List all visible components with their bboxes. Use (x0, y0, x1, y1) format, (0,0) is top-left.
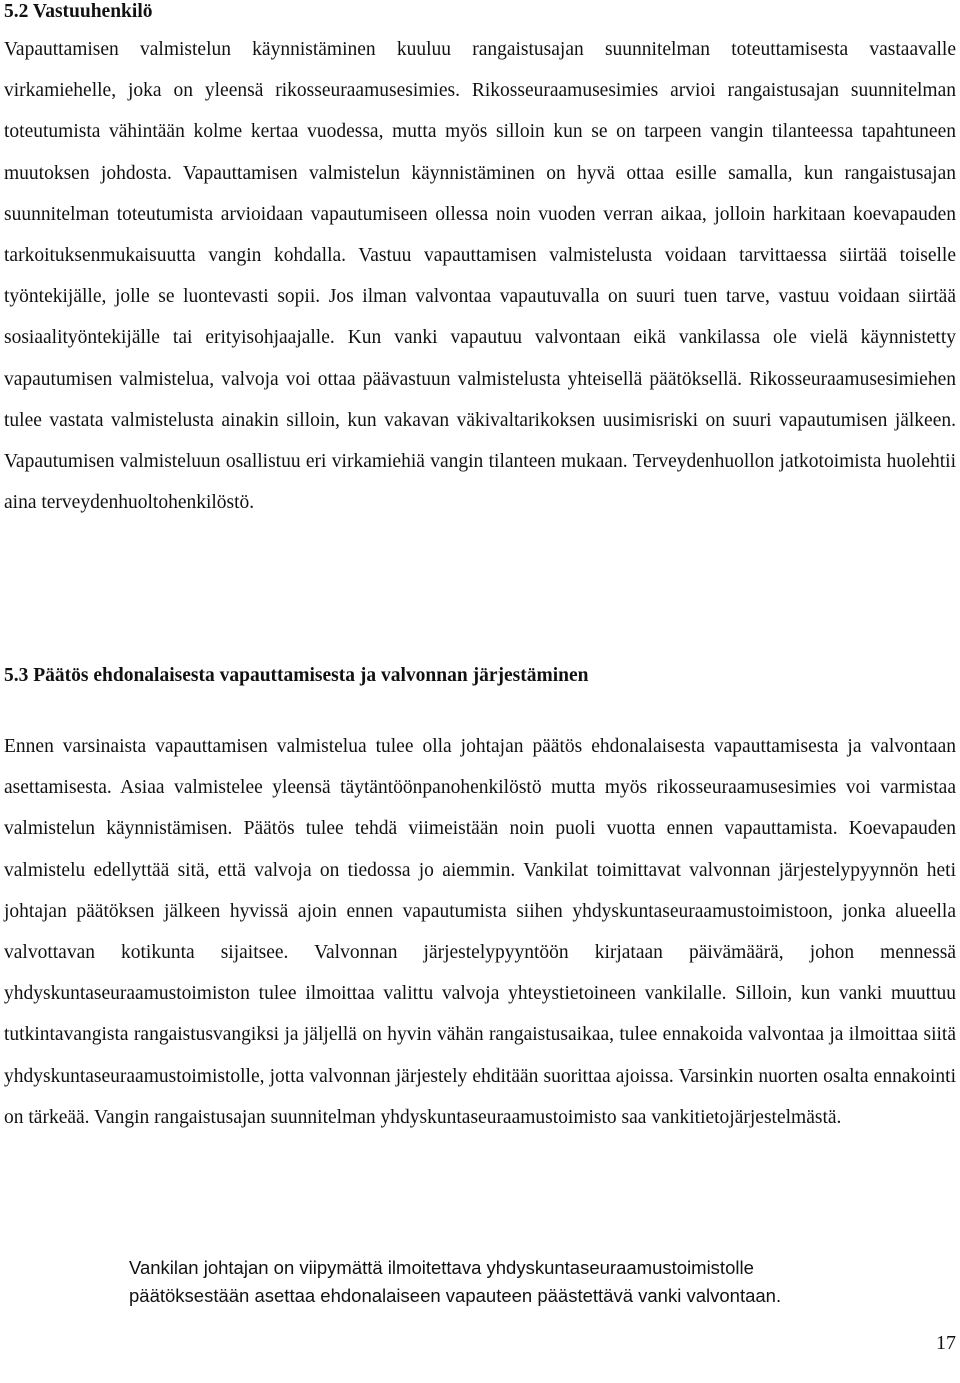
section-paragraph-5-3: Ennen varsinaista vapauttamisen valmistelua tulee olla johtajan päätös ehdonalaisesta vapauttamisesta ja valvontaan asettamisesta. Asiaa valmistelee yleensä täytäntöönpanohenkilöstö mutta myös rikosseuraamusesimies voi varmistaa valmistelun käynnistämisen. Päätös tulee tehdä viimeistään noin puoli vuotta ennen vapauttamista. Koevapauden valmistelu edellyttää sitä, että valvoja on tiedossa jo aiemmin. Vankilat toimittavat valvonnan järjestelypyynnön heti johtajan päätöksen jälkeen hyvissä ajoin ennen vapautumista siihen yhdyskuntaseuraamustoimistoon, jonka alueella valvottavan kotikunta sijaitsee. Valvonnan järjestelypyyntöön kirjataan päivämäärä, johon mennessä yhdyskuntaseuraamustoimiston tulee ilmoittaa valittu valvoja yhteystietoineen vankilalle. Silloin, kun vanki muuttuu tutkintavangista rangaistusvangiksi ja jäljellä on hyvin vähän rangaistusaikaa, tulee ennakoida valvontaa ja ilmoittaa siitä yhdyskuntaseuraamustoimistolle, jotta valvonnan järjestely ehditään suorittaa ajoissa. Varsinkin nuorten osalta ennakointi on tärkeää. Vangin rangaistusajan suunnitelman yhdyskuntaseuraamustoimisto saa vankitietojärjestelmästä. (4, 736, 956, 1128)
legal-note (129, 1254, 909, 1310)
page-number: 17 (936, 1332, 956, 1354)
legal-note-line-2: päätöksestään asettaa ehdonalaiseen vapauteen päästettävä vanki valvontaan. (129, 1285, 782, 1306)
section-heading-5-2: 5.2 Vastuuhenkilö (4, 1, 153, 22)
section-heading-5-3: 5.3 Päätös ehdonalaisesta vapauttamisesta ja valvonnan järjestäminen (4, 665, 589, 686)
section-paragraph-5-2: Vapauttamisen valmistelun käynnistäminen kuuluu rangaistusajan suunnitelman toteuttamisesta vastaavalle virkamiehelle, joka on yleensä rikosseuraamusesimies. Rikosseuraamusesimies arvioi rangaistusajan suunnitelman toteutumista vähintään kolme kertaa vuodessa, mutta myös silloin kun se on tarpeen vangin tilanteessa tapahtuneen muutoksen johdosta. Vapauttamisen valmistelun käynnistäminen on hyvä ottaa esille samalla, kun rangaistusajan suunnitelman toteutumista arvioidaan vapautumiseen ollessa noin vuoden verran aikaa, jolloin harkitaan koevapauden tarkoituksenmukaisuutta vangin kohdalla. Vastuu vapauttamisen valmistelusta voidaan tarvittaessa siirtää toiselle työntekijälle, jolle se luontevasti sopii. Jos ilman valvontaa vapautuvalla on suuri tuen tarve, vastuu voidaan siirtää sosiaalityöntekijälle tai erityisohjaajalle. Kun vanki vapautuu valvontaan eikä vankilassa ole vielä käynnistetty vapautumisen valmistelua, valvoja voi ottaa päävastuun valmistelusta yhteisellä päätöksellä. Rikosseuraamusesimiehen tulee vastata valmistelusta ainakin silloin, kun vakavan väkivaltarikoksen uusimisriski on suuri vapautumisen jälkeen. Vapautumisen valmisteluun osallistuu eri virkamiehiä vangin tilanteen mukaan. Terveydenhuollon jatkotoimista huolehtii aina terveydenhuoltohenkilöstö. (4, 39, 956, 514)
legal-note-line-1: Vankilan johtajan on viipymättä ilmoitettava yhdyskuntaseuraamustoimistolle (129, 1257, 754, 1278)
